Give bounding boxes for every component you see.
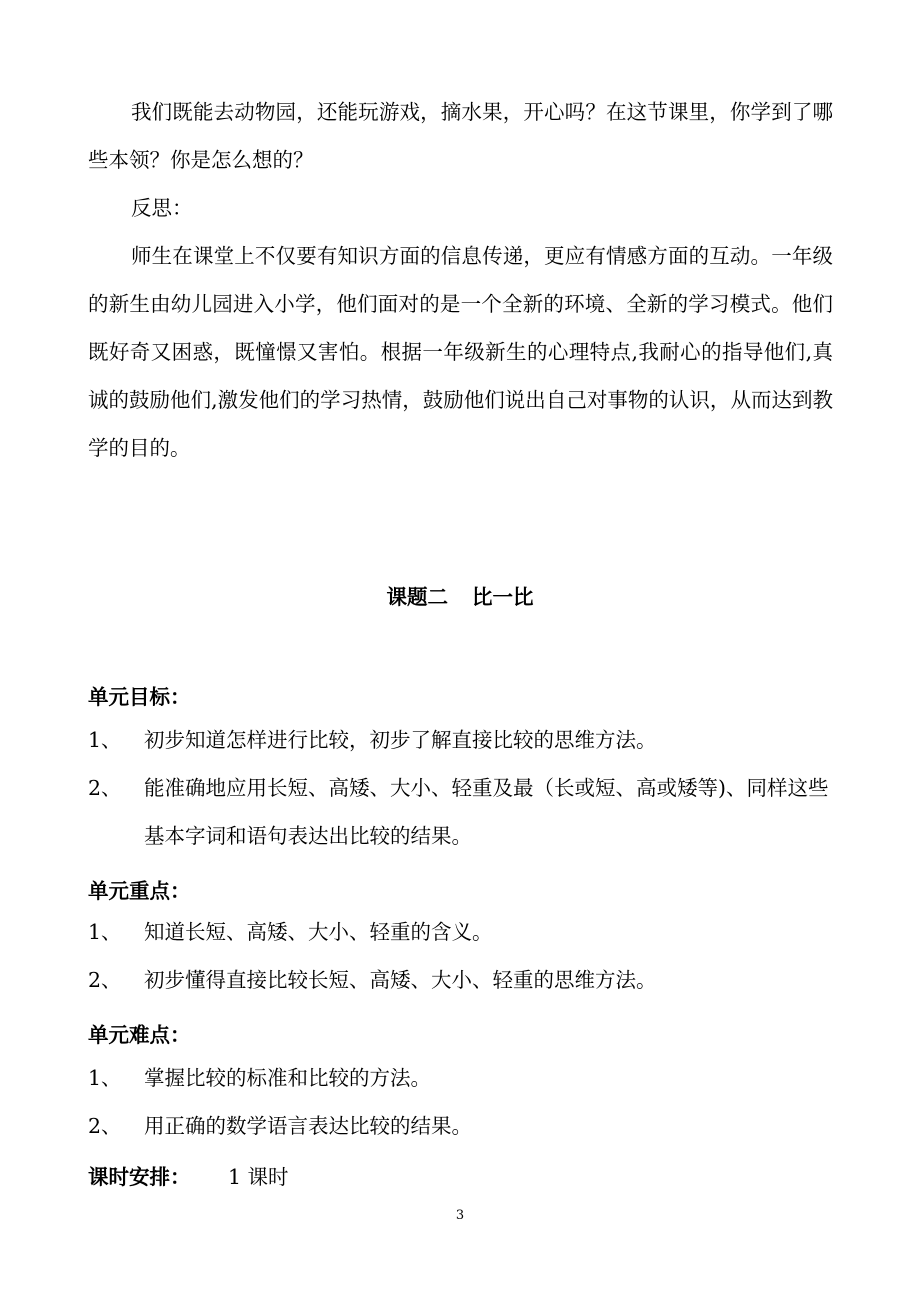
page-number: 3 xyxy=(455,1208,465,1223)
reflection-label: 反思： xyxy=(131,196,193,220)
lesson-title-name: 比一比 xyxy=(472,585,534,609)
difficulty-item xyxy=(88,1102,833,1150)
key-point-number: 1、 xyxy=(88,920,122,944)
goals-heading: 单元目标： xyxy=(88,685,191,709)
key-point-text: 知道长短、高矮、大小、轻重的含义。 xyxy=(144,920,493,944)
goal-item-text: 能准确地应用长短、高矮、大小、轻重及最（长或短、高或矮等)、同样这些基本字词和语句表达出比较的结果。 xyxy=(144,776,829,848)
goal-item xyxy=(88,716,833,764)
schedule-value: 1 课时 xyxy=(228,1165,289,1189)
difficulty-text: 掌握比较的标准和比较的方法。 xyxy=(144,1066,431,1090)
key-point-number: 2、 xyxy=(88,968,122,992)
goal-item-number: 2、 xyxy=(88,776,122,800)
key-point-item xyxy=(88,908,833,956)
schedule-label: 课时安排： xyxy=(88,1165,191,1189)
goal-item-number: 1、 xyxy=(88,728,122,752)
goal-item xyxy=(88,764,833,860)
difficulty-number: 1、 xyxy=(88,1066,122,1090)
lesson-title-number: 课题二 xyxy=(386,585,448,609)
lesson-title xyxy=(0,580,920,610)
goal-item-text: 初步知道怎样进行比较，初步了解直接比较的思维方法。 xyxy=(144,728,657,752)
key-points-heading: 单元重点： xyxy=(88,879,191,903)
difficulty-text: 用正确的数学语言表达比较的结果。 xyxy=(144,1114,472,1138)
reflection-paragraph: 师生在课堂上不仅要有知识方面的信息传递，更应有情感方面的互动。一年级的新生由幼儿园进入小学，他们面对的是一个全新的环境、全新的学习模式。他们既好奇又困惑，既憧憬又害怕。根据一年级新生的心理特点,我耐心的指导他们,真诚的鼓励他们,激发他们的学习热情，鼓励他们说出自己对事物的认识，从而达到教学的目的。 xyxy=(88,244,833,460)
difficulties-heading: 单元难点： xyxy=(88,1023,191,1047)
difficulty-number: 2、 xyxy=(88,1114,122,1138)
difficulty-item xyxy=(88,1054,833,1102)
key-point-text: 初步懂得直接比较长短、高矮、大小、轻重的思维方法。 xyxy=(144,968,657,992)
intro-paragraph: 我们既能去动物园，还能玩游戏，摘水果，开心吗？在这节课里，你学到了哪些本领？你是怎么想的？ xyxy=(88,100,833,172)
key-point-item xyxy=(88,956,833,1004)
